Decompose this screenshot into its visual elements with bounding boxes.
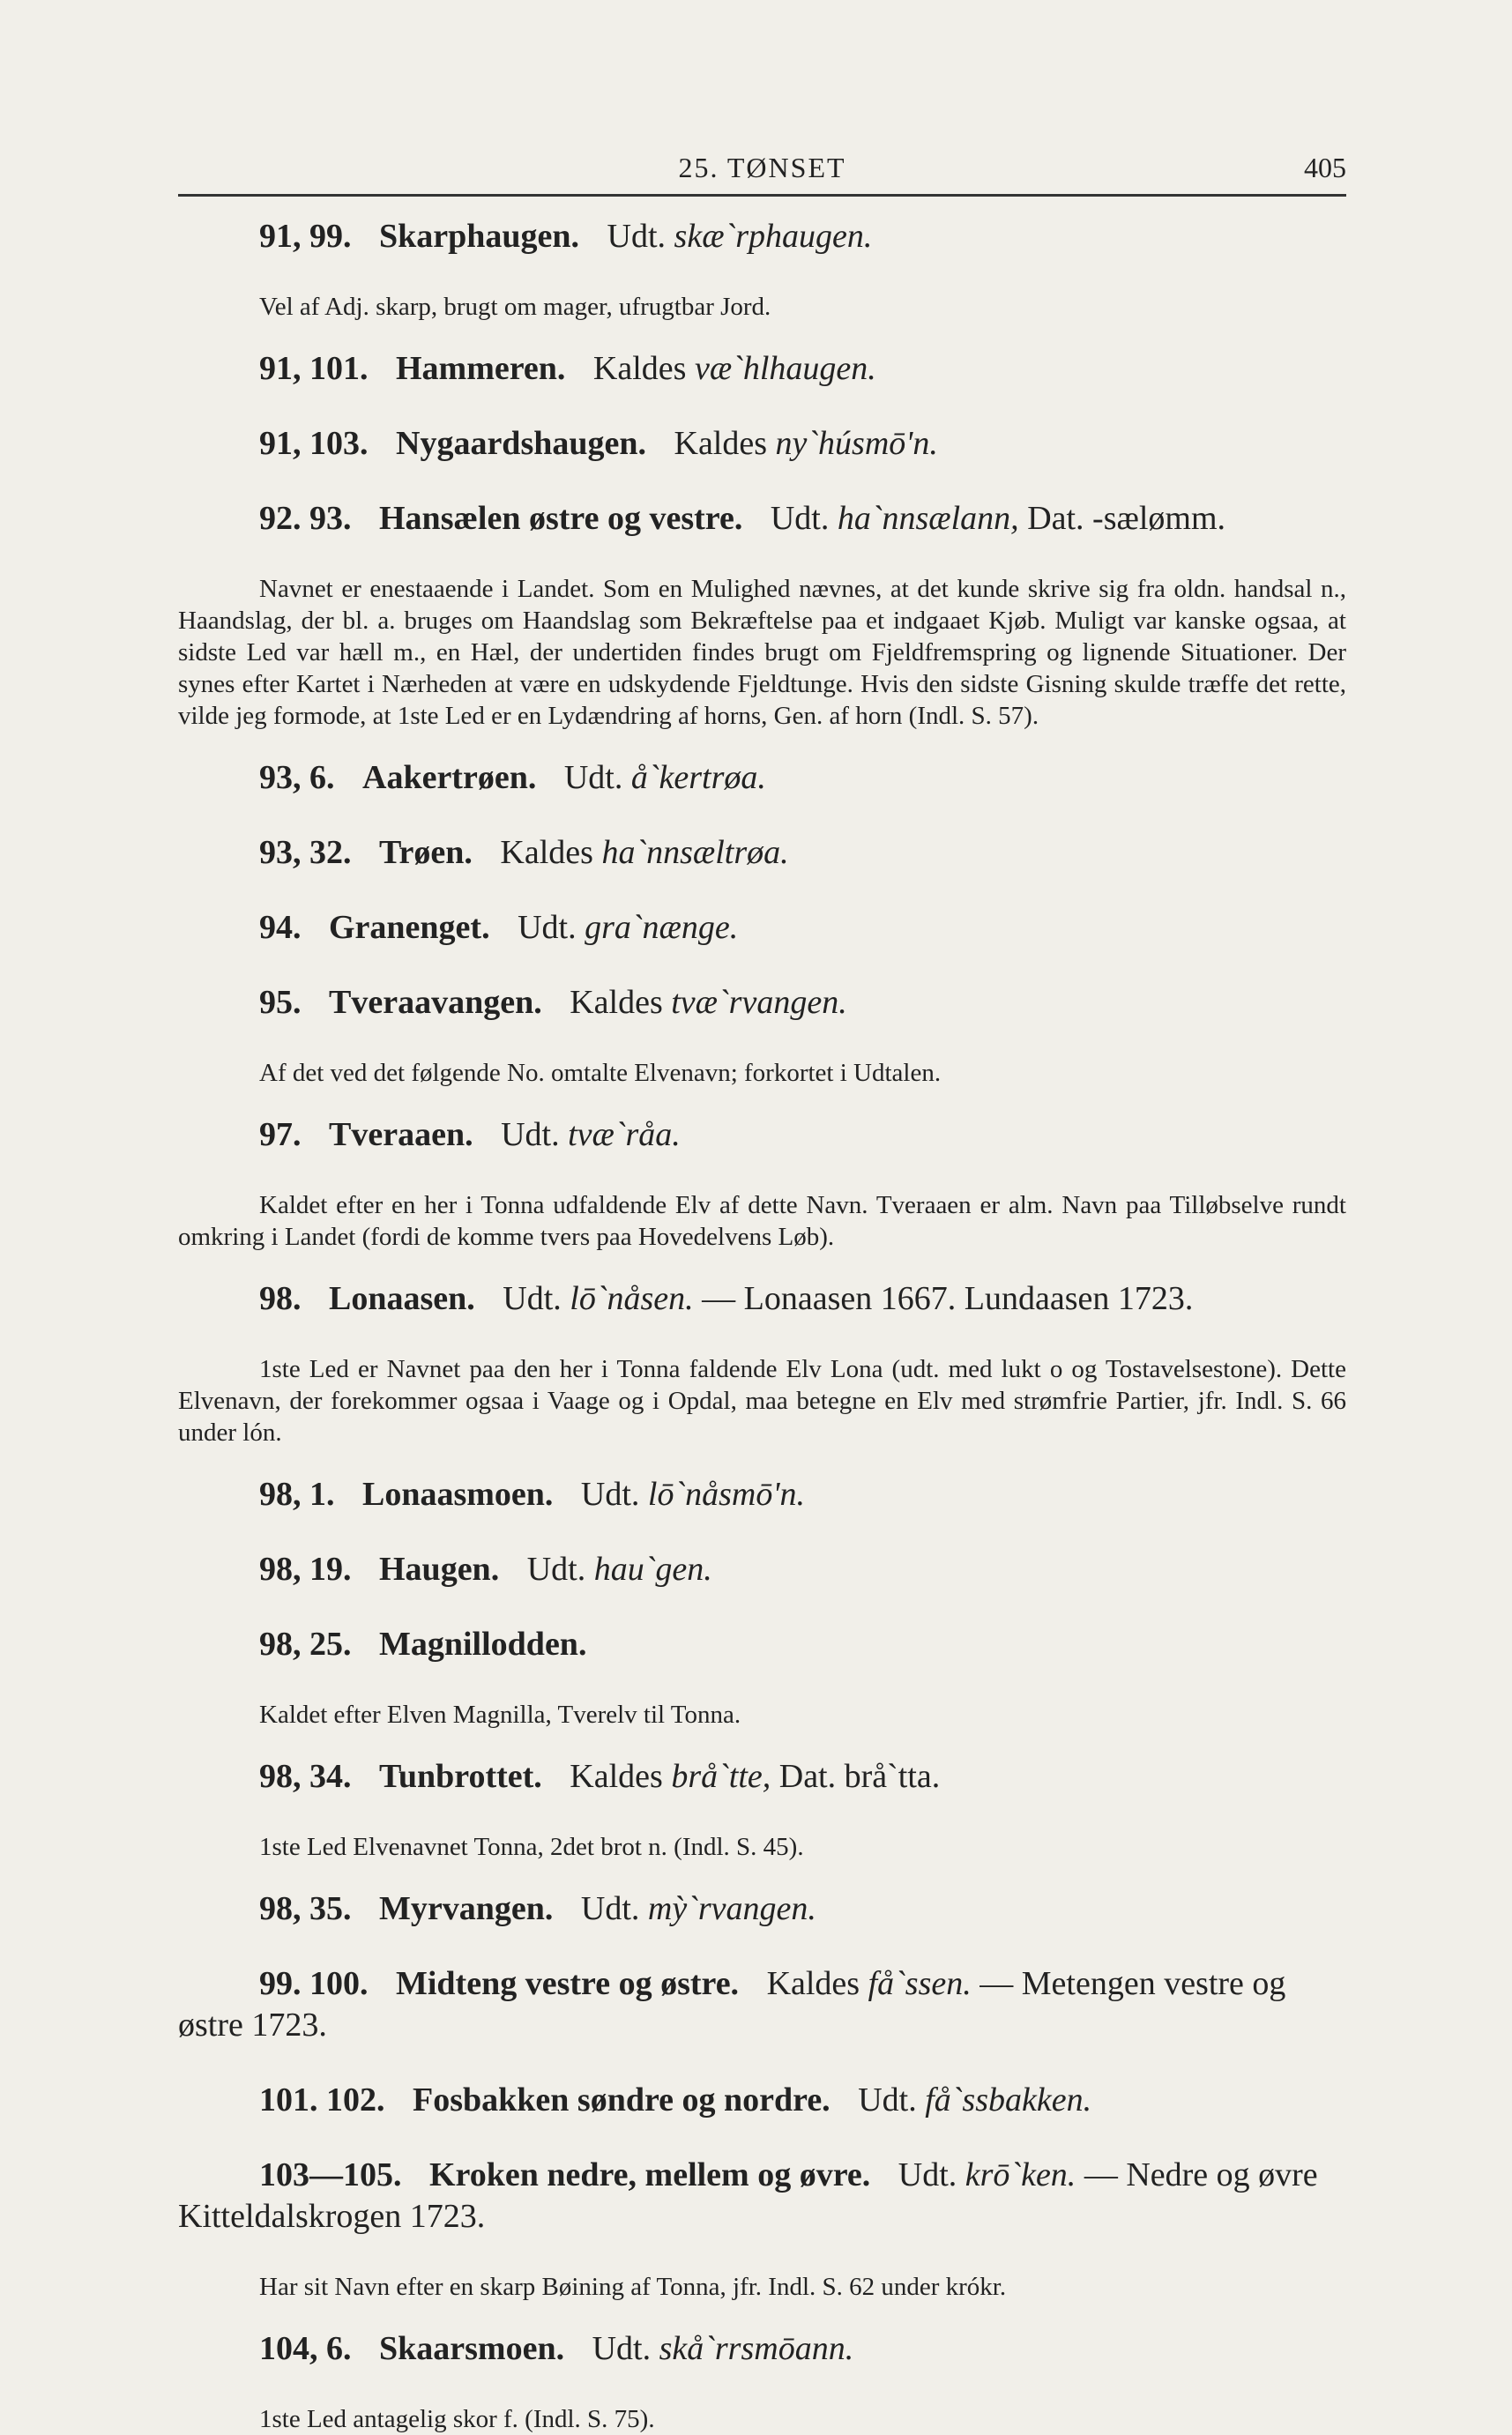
entry-number: 91, 103. xyxy=(259,425,369,462)
entry-number: 98, 19. xyxy=(259,1551,352,1588)
entry-number: 91, 101. xyxy=(259,350,369,387)
entry-name: Lonaasen. xyxy=(329,1280,475,1317)
entry-name: Hammeren. xyxy=(396,350,566,387)
entry-number: 101. 102. xyxy=(259,2081,385,2119)
entry-pronunciation: få`ssbakken. xyxy=(925,2081,1092,2119)
entry-heading xyxy=(178,1114,1346,1156)
entry-name: Tveraavangen. xyxy=(329,984,542,1021)
chapter-title: 25. TØNSET xyxy=(678,152,846,183)
entry-heading xyxy=(178,423,1346,465)
entry-pronunciation: tvæ`råa. xyxy=(568,1116,681,1153)
entry-pronunciation: væ`hlhaugen. xyxy=(694,350,876,387)
entry-label: Udt. xyxy=(592,2330,652,2367)
entry xyxy=(178,1278,1346,1448)
entry-name: Skaarsmoen. xyxy=(379,2330,565,2367)
entry-label: Udt. xyxy=(770,500,830,537)
entry-text: Navnet er enestaaende i Landet. Som en Mulighed nævnes, at det kunde skrive sig fra oldn. handsal n., Haandslag, der bl. a. bruges om Haandslag som Bekræftelse paa et indgaaet Kjøb. Muligt var kanske ogsaa, at sidste Led var hæll m., en Hæl, der undertiden findes brugt om Fjeldfremspring og lignende Situationer. Der synes efter Kartet i Nærheden at være en udskydende Fjeldtunge. Hvis den sidste Gisning skulde træffe det rette, vilde jeg formode, at 1ste Led er en Lydændring af horns, Gen. af horn (Indl. S. 57). xyxy=(178,575,1346,730)
entry-heading xyxy=(178,832,1346,874)
entry-number: 95. xyxy=(259,984,302,1021)
entry-label: Kaldes xyxy=(500,834,593,871)
entry-label: Kaldes xyxy=(570,984,663,1021)
entry-number: 98, 34. xyxy=(259,1758,352,1795)
entry xyxy=(178,757,1346,799)
entry-heading xyxy=(178,907,1346,949)
entry-heading xyxy=(178,498,1346,540)
entry-pronunciation: tvæ`rvangen. xyxy=(671,984,847,1021)
entry-label: Udt. xyxy=(563,759,623,796)
entry-number: 98, 1. xyxy=(259,1476,335,1513)
entry-label: Kaldes xyxy=(674,425,768,462)
entry-label: Udt. xyxy=(858,2081,917,2119)
entry-pronunciation: mỳ`rvangen. xyxy=(647,1890,816,1927)
entry xyxy=(178,1474,1346,1515)
entry-number: 104, 6. xyxy=(259,2330,352,2367)
entry-pronunciation: hau`gen. xyxy=(593,1551,712,1588)
entry-text: 1ste Led er Navnet paa den her i Tonna faldende Elv Lona (udt. med lukt o og Tostavelsestone). Dette Elvenavn, der forekommer ogsaa i Vaage og i Opdal, maa betegne en Elv med strømfrie Partier, jfr. Indl. S. 66 under lón. xyxy=(178,1355,1346,1447)
entry-number: 93, 6. xyxy=(259,759,335,796)
entry-pronunciation: å`kertrøa. xyxy=(630,759,766,796)
entry-pronunciation: ha`nnsælann, xyxy=(837,500,1019,537)
entry-label: Udt. xyxy=(580,1476,640,1513)
entry-text: Kaldet efter en her i Tonna udfaldende Elv af dette Navn. Tveraaen er alm. Navn paa Tilløbselve rundt omkring i Landet (fordi de komme tvers paa Hovedelvens Løb). xyxy=(178,1191,1346,1251)
entry-heading xyxy=(178,1963,1346,2046)
entry xyxy=(178,348,1346,390)
entry-label: Kaldes xyxy=(570,1758,663,1795)
entry-tail: — Metengen vestre og østre 1723. xyxy=(178,1965,1286,2044)
entry-label: Udt. xyxy=(580,1890,640,1927)
entry xyxy=(178,1756,1346,1863)
entry-number: 94. xyxy=(259,909,302,946)
entry-number: 91, 99. xyxy=(259,218,352,255)
running-header xyxy=(178,152,1346,197)
entry-heading xyxy=(178,1756,1346,1798)
entry-tail: Dat. -sælømm. xyxy=(1027,500,1226,537)
entry-heading xyxy=(178,1278,1346,1320)
entry-text: Vel af Adj. skarp, brugt om mager, ufrugtbar Jord. xyxy=(259,293,771,321)
entry xyxy=(178,1963,1346,2046)
entry-pronunciation: brå`tte, xyxy=(671,1758,771,1795)
entry-pronunciation: lō`nåsmō'n. xyxy=(647,1476,805,1513)
entry-heading xyxy=(178,982,1346,1024)
entry-label: Udt. xyxy=(518,909,577,946)
entry-heading xyxy=(178,2080,1346,2121)
entry-pronunciation: gra`nænge. xyxy=(585,909,739,946)
entry-number: 98. xyxy=(259,1280,302,1317)
entry-pronunciation: skå`rrsmōann. xyxy=(659,2330,854,2367)
entry-text: 1ste Led Elvenavnet Tonna, 2det brot n. (Indl. S. 45). xyxy=(259,1833,804,1861)
entry xyxy=(178,216,1346,323)
entry xyxy=(178,2328,1346,2435)
entry-heading xyxy=(178,348,1346,390)
entry-name: Myrvangen. xyxy=(379,1890,554,1927)
entry xyxy=(178,1114,1346,1253)
entry-label: Kaldes xyxy=(766,1965,860,2002)
entry-name: Nygaardshaugen. xyxy=(396,425,646,462)
entry-name: Haugen. xyxy=(379,1551,500,1588)
entry-number: 98, 35. xyxy=(259,1890,352,1927)
entry-name: Aakertrøen. xyxy=(362,759,537,796)
entry-heading xyxy=(178,216,1346,257)
entry-number: 97. xyxy=(259,1116,302,1153)
page-number: 405 xyxy=(1304,152,1346,183)
entry-pronunciation: lō`nåsen. xyxy=(570,1280,694,1317)
entry-number: 99. 100. xyxy=(259,1965,369,2002)
entry xyxy=(178,2155,1346,2303)
entry-name: Lonaasmoen. xyxy=(362,1476,554,1513)
entry-label: Kaldes xyxy=(592,350,687,387)
entry-name: Tunbrottet. xyxy=(379,1758,542,1795)
entry-name: Hansælen østre og vestre. xyxy=(379,500,743,537)
entry-heading xyxy=(178,1549,1346,1590)
entry-label: Udt. xyxy=(526,1551,586,1588)
entry-text: Har sit Navn efter en skarp Bøining af Tonna, jfr. Indl. S. 62 under krókr. xyxy=(259,2273,1007,2301)
entry-name: Skarphaugen. xyxy=(379,218,580,255)
entry-list xyxy=(178,216,1346,2435)
entry-name: Tveraaen. xyxy=(329,1116,473,1153)
entry-pronunciation: skæ`rphaugen. xyxy=(674,218,873,255)
entry-pronunciation: ny`húsmō'n. xyxy=(775,425,938,462)
entry xyxy=(178,907,1346,949)
entry-number: 93, 32. xyxy=(259,834,352,871)
entry-name: Trøen. xyxy=(379,834,473,871)
entry-label: Udt. xyxy=(501,1116,560,1153)
entry-name: Kroken nedre, mellem og øvre. xyxy=(429,2156,871,2193)
entry xyxy=(178,1888,1346,1930)
entry xyxy=(178,1624,1346,1731)
entry xyxy=(178,498,1346,732)
entry-heading xyxy=(178,2155,1346,2238)
entry xyxy=(178,982,1346,1089)
entry xyxy=(178,2080,1346,2121)
entry-label: Udt. xyxy=(898,2156,957,2193)
entry xyxy=(178,423,1346,465)
entry-heading xyxy=(178,1474,1346,1515)
entry xyxy=(178,832,1346,874)
entry-name: Fosbakken søndre og nordre. xyxy=(413,2081,830,2119)
entry-number: 98, 25. xyxy=(259,1626,352,1663)
entry-pronunciation: krō`ken. xyxy=(965,2156,1076,2193)
entry-label: Udt. xyxy=(607,218,667,255)
entry-number: 103—105. xyxy=(259,2156,402,2193)
entry-name: Granenget. xyxy=(329,909,490,946)
entry-number: 92. 93. xyxy=(259,500,352,537)
entry-pronunciation: få`ssen. xyxy=(868,1965,972,2002)
entry-text: Af det ved det følgende No. omtalte Elvenavn; forkortet i Udtalen. xyxy=(259,1059,942,1087)
entry-text: 1ste Led antagelig skor f. (Indl. S. 75). xyxy=(259,2405,655,2433)
entry-name: Midteng vestre og østre. xyxy=(396,1965,740,2002)
entry-text: Kaldet efter Elven Magnilla, Tverelv til Tonna. xyxy=(259,1701,741,1729)
entry xyxy=(178,1549,1346,1590)
entry-tail: — Lonaasen 1667. Lundaasen 1723. xyxy=(702,1280,1194,1317)
entry-heading xyxy=(178,1888,1346,1930)
entry-pronunciation: ha`nnsæltrøa. xyxy=(601,834,789,871)
entry-tail: Dat. brå`tta. xyxy=(778,1758,941,1795)
entry-label: Udt. xyxy=(503,1280,562,1317)
entry-heading xyxy=(178,2328,1346,2370)
entry-tail: — Nedre og øvre Kitteldalskrogen 1723. xyxy=(178,2156,1318,2235)
entry-heading xyxy=(178,1624,1346,1665)
entry-heading xyxy=(178,757,1346,799)
entry-name: Magnillodden. xyxy=(379,1626,587,1663)
